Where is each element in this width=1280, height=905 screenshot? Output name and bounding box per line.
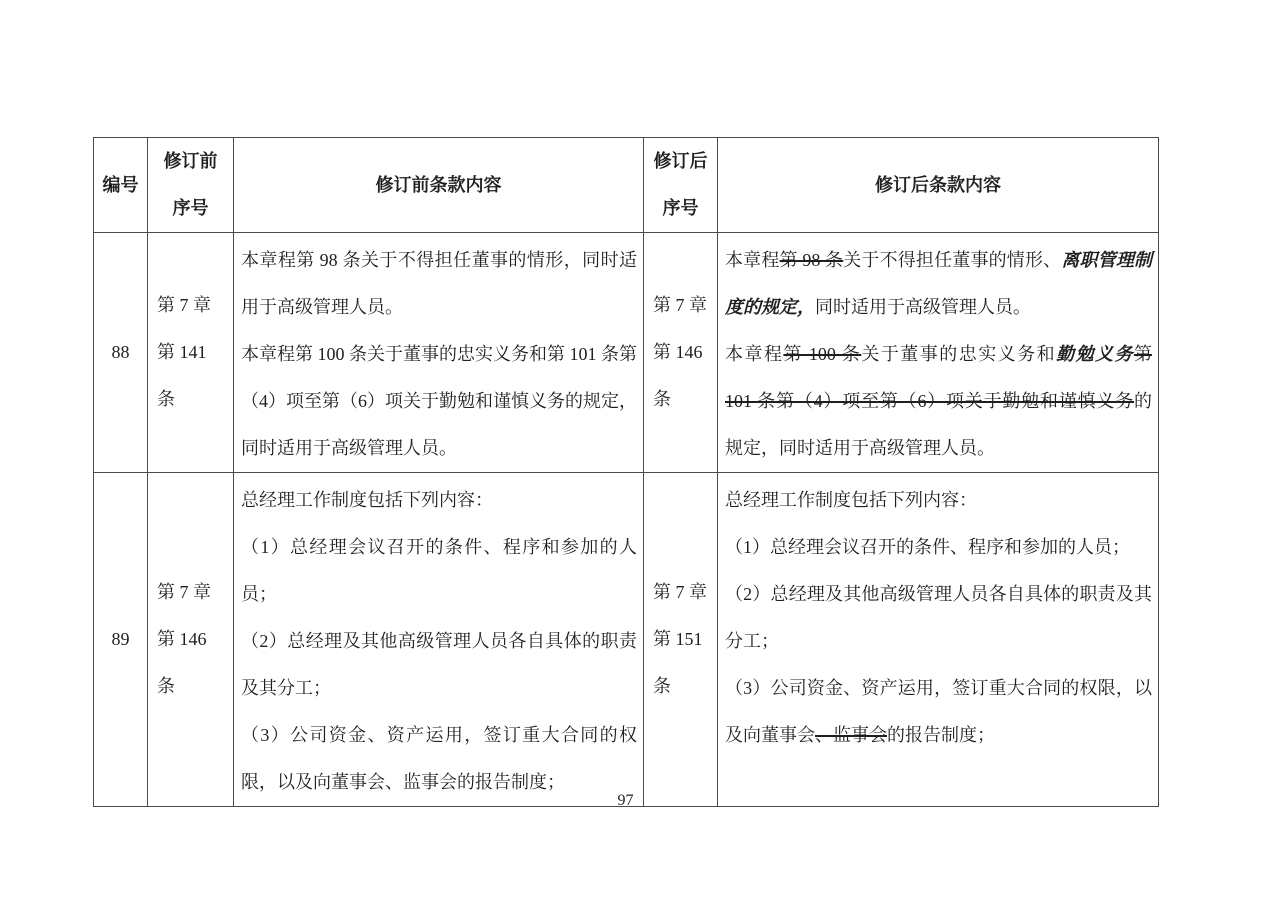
text-line: 序号 xyxy=(172,198,209,218)
clause-paragraph xyxy=(725,524,1152,571)
text-line: 修订前 xyxy=(163,151,218,171)
text-line: 条 xyxy=(653,676,671,696)
pre-content-cell xyxy=(234,473,644,807)
header-cell-pre-content: 修订前条款内容 xyxy=(234,138,644,233)
text-line: 第 7 章 xyxy=(653,582,707,602)
row-number-cell: 88 xyxy=(94,233,148,473)
post-content-text xyxy=(718,473,1158,759)
row-number-cell: 89 xyxy=(94,473,148,807)
clause-paragraph xyxy=(241,477,637,524)
text-run: 的规定，同时适用于高级管理人员。 xyxy=(725,391,1152,458)
text-line: 条 xyxy=(653,389,671,409)
text-line: 第 151 xyxy=(653,629,703,649)
text-line: 序号 xyxy=(662,198,699,218)
header-cell-pre-number xyxy=(148,138,234,233)
clause-paragraph xyxy=(725,571,1152,665)
inserted-text-run: 勤勉义务 xyxy=(1056,344,1135,364)
revision-comparison-table xyxy=(93,137,1159,807)
text-line: 第 7 章 xyxy=(157,295,211,315)
clause-paragraph xyxy=(725,237,1152,331)
table-row xyxy=(94,473,1159,807)
deleted-text-run: 第 98 条 xyxy=(779,250,844,270)
text-run: （2）总经理及其他高级管理人员各自具体的职责及其分工； xyxy=(241,631,637,698)
clause-paragraph xyxy=(725,331,1152,472)
text-line: 第 141 xyxy=(157,342,207,362)
post-content-cell xyxy=(718,233,1159,473)
text-run: （1）总经理会议召开的条件、程序和参加的人员； xyxy=(725,537,1130,557)
text-line: 第 146 xyxy=(157,629,207,649)
header-cell-number: 编号 xyxy=(94,138,148,233)
table-header-row xyxy=(94,138,1159,233)
text-run: 本章程 xyxy=(725,250,780,270)
text-run: 总经理工作制度包括下列内容： xyxy=(241,490,493,510)
pre-article-number-cell xyxy=(148,473,234,807)
clause-paragraph xyxy=(241,618,637,712)
post-article-number-cell xyxy=(644,473,718,807)
clause-paragraph xyxy=(241,524,637,618)
text-line: 修订后 xyxy=(653,151,708,171)
text-line: 第 146 xyxy=(653,342,703,362)
table-row xyxy=(94,233,1159,473)
text-line: 第 7 章 xyxy=(653,295,707,315)
clause-paragraph xyxy=(725,665,1152,759)
clause-paragraph xyxy=(241,237,637,331)
text-run: 关于董事的忠实义务和 xyxy=(861,344,1057,364)
text-run: （3）公司资金、资产运用，签订重大合同的权限，以及向董事会 xyxy=(725,678,1152,745)
text-line: 第 7 章 xyxy=(157,582,211,602)
text-run: 关于不得担任董事的情形、 xyxy=(843,250,1062,270)
pre-content-cell xyxy=(234,233,644,473)
text-run: 总经理工作制度包括下列内容： xyxy=(725,490,977,510)
header-cell-post-content: 修订后条款内容 xyxy=(718,138,1159,233)
clause-paragraph xyxy=(725,477,1152,524)
deleted-text-run: 、监事会 xyxy=(815,725,887,745)
post-article-number xyxy=(644,569,717,710)
pre-content-text xyxy=(234,473,643,806)
header-post-number-label xyxy=(644,138,717,232)
pre-article-number-cell xyxy=(148,233,234,473)
text-line: 条 xyxy=(157,389,175,409)
header-cell-post-number xyxy=(644,138,718,233)
text-run: （1）总经理会议召开的条件、程序和参加的人员； xyxy=(241,537,637,604)
post-article-number xyxy=(644,282,717,423)
deleted-text-run: 第 101 条第（4）项至第（6）项关于勤勉和谨慎义务 xyxy=(725,344,1153,411)
pre-content-text xyxy=(234,233,643,472)
text-run: 本章程第 98 条关于不得担任董事的情形，同时适用于高级管理人员。 xyxy=(241,250,637,317)
header-pre-number-label xyxy=(148,138,233,232)
post-article-number-cell xyxy=(644,233,718,473)
deleted-text-run: 第 100 条 xyxy=(783,344,862,364)
text-run: 的报告制度； xyxy=(887,725,995,745)
post-content-text xyxy=(718,233,1158,472)
text-run: 同时适用于高级管理人员。 xyxy=(815,297,1031,317)
text-run: （3）公司资金、资产运用，签订重大合同的权限，以及向董事会、监事会的报告制度； xyxy=(241,725,637,792)
pre-article-number xyxy=(148,569,233,710)
clause-paragraph xyxy=(241,331,637,472)
page-number: 97 xyxy=(617,792,634,809)
text-run: 本章程 xyxy=(725,344,784,364)
inserted-text-run: 离职管理制度的规定， xyxy=(725,250,1153,317)
post-content-cell xyxy=(718,473,1159,807)
text-run: 本章程第 100 条关于董事的忠实义务和第 101 条第（4）项至第（6）项关于勤勉和谨慎义务的规定，同时适用于高级管理人员。 xyxy=(241,344,637,458)
pre-article-number xyxy=(148,282,233,423)
text-line: 条 xyxy=(157,676,175,696)
text-run: （2）总经理及其他高级管理人员各自具体的职责及其分工； xyxy=(725,584,1152,651)
